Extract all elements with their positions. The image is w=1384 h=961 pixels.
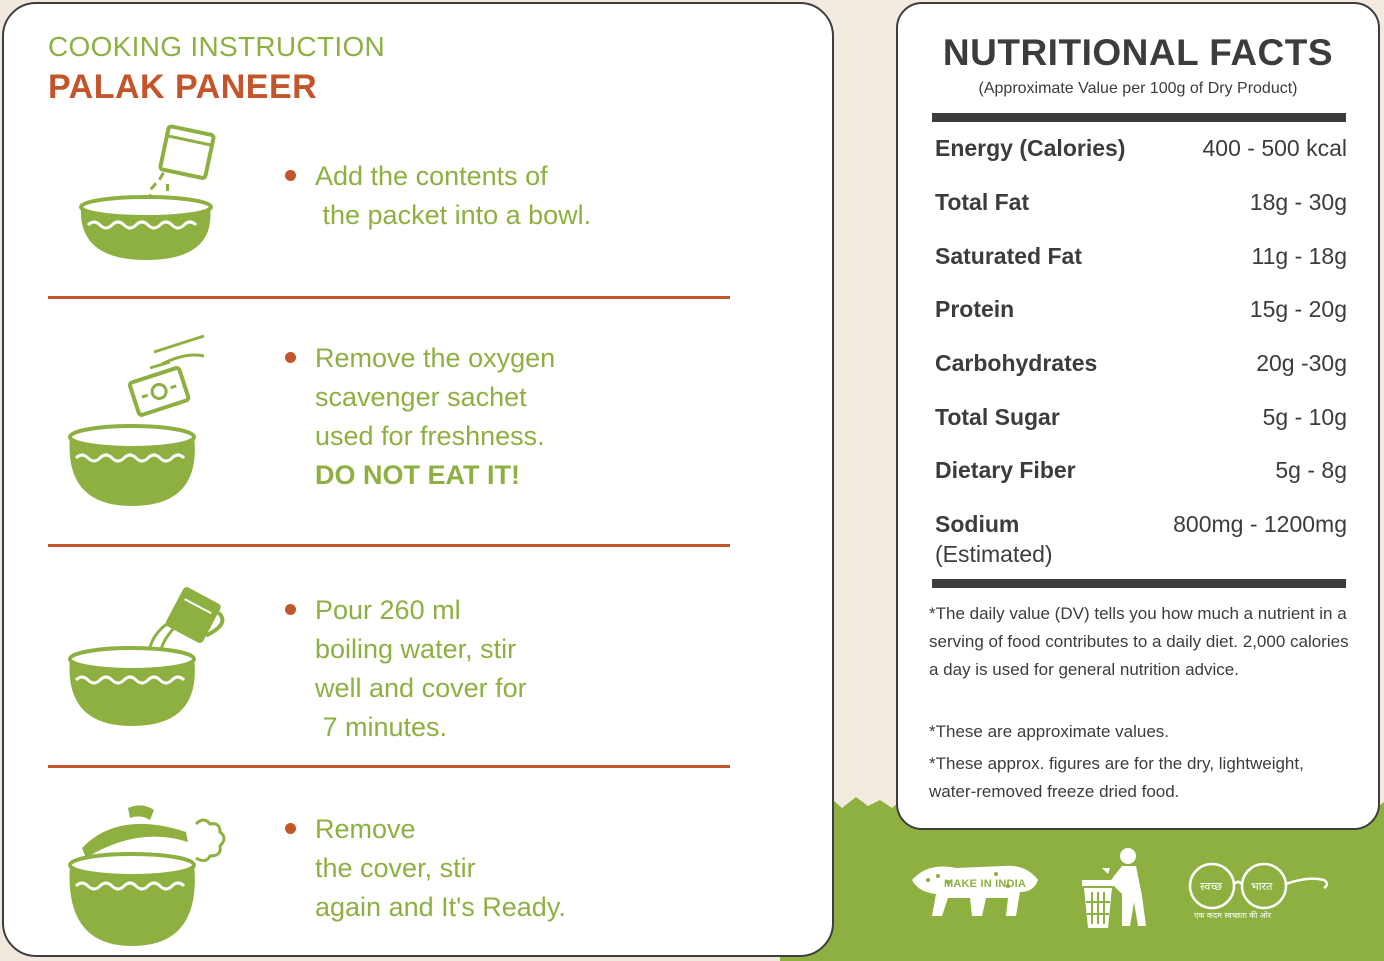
nutrient-value: 5g - 8g	[1275, 457, 1347, 483]
nutrient-value: 15g - 20g	[1249, 296, 1347, 322]
nutrition-row-total-sugar	[935, 404, 1347, 434]
step-2-warning: DO NOT EAT IT!	[315, 460, 520, 490]
section-subtitle: COOKING INSTRUCTION	[48, 31, 386, 62]
nutrition-row-carbohydrates	[935, 350, 1347, 380]
step-3-text: Pour 260 ml boiling water, stir well and cover for 7 minutes.	[315, 595, 527, 742]
divider	[48, 765, 730, 768]
nutrient-label: Sodium	[935, 511, 1020, 537]
dispose-in-bin-icon	[1080, 846, 1150, 930]
nutrient-value: 400 - 500 kcal	[1202, 135, 1347, 161]
nutrient-label: Total Sugar	[935, 404, 1060, 430]
nutrition-title: NUTRITIONAL FACTS	[942, 32, 1334, 73]
step-2-body: Remove the oxygen scavenger sachet used for freshness.	[315, 343, 556, 451]
nutrition-subtitle: (Approximate Value per 100g of Dry Product)	[978, 80, 1298, 97]
packet-into-bowl-icon	[76, 122, 226, 267]
nutrition-row-protein	[935, 296, 1347, 326]
step-1-text: Add the contents of the packet into a bowl.	[315, 161, 592, 230]
bullet	[285, 823, 296, 834]
nutrition-row-dietary-fiber	[935, 457, 1347, 487]
footnote-freeze-dried: *These approx. figures are for the dry, lightweight, water-removed freeze dried food.	[929, 754, 1304, 801]
nutrition-row-saturated-fat	[935, 243, 1347, 273]
nutrition-bottom-rule	[932, 579, 1346, 588]
step-4-text: Remove the cover, stir again and It's Ready.	[315, 814, 566, 922]
swachh-text: स्वच्छ	[1200, 881, 1223, 893]
pour-water-icon	[66, 582, 236, 730]
steaming-bowl-icon	[68, 796, 228, 956]
nutrient-value: 5g - 10g	[1262, 404, 1347, 430]
nutrient-value: 800mg - 1200mg	[1173, 511, 1347, 537]
nutrient-note: (Estimated)	[935, 541, 1053, 567]
divider	[48, 544, 730, 547]
nutrient-label: Energy (Calories)	[935, 135, 1126, 161]
make-in-india-text: MAKE IN INDIA	[944, 878, 1027, 890]
sachet-removal-icon	[66, 334, 216, 512]
nutrient-label: Carbohydrates	[935, 350, 1098, 376]
nutrient-value: 20g -30g	[1256, 350, 1347, 376]
nutrient-value: 18g - 30g	[1249, 189, 1347, 215]
make-in-india-logo	[908, 858, 1044, 920]
swachh-bharat-logo	[1188, 862, 1330, 922]
nutrient-label: Total Fat	[935, 189, 1030, 215]
bullet	[285, 352, 296, 363]
bharat-text: भारत	[1251, 881, 1273, 893]
nutrient-label: Saturated Fat	[935, 243, 1082, 269]
nutrient-label: Dietary Fiber	[935, 457, 1076, 483]
bullet	[285, 170, 296, 181]
nutrition-row-total-fat	[935, 189, 1347, 219]
footnote-daily-value: *The daily value (DV) tells you how much a nutrient in a serving of food contributes to a daily diet. 2,000 calories a day is used for general nutrition advice.	[929, 604, 1349, 679]
nutrition-row-energy	[935, 135, 1347, 165]
nutrition-top-rule	[932, 113, 1346, 122]
nutrient-label: Protein	[935, 296, 1015, 322]
swachh-tagline: एक कदम स्वच्छता की ओर	[1194, 911, 1272, 920]
product-title: PALAK PANEER	[48, 68, 318, 106]
nutrient-value: 11g - 18g	[1251, 243, 1347, 269]
bullet	[285, 604, 296, 615]
nutrition-row-sodium	[935, 511, 1347, 571]
divider	[48, 296, 730, 299]
footnote-approximate: *These are approximate values.	[929, 722, 1170, 741]
